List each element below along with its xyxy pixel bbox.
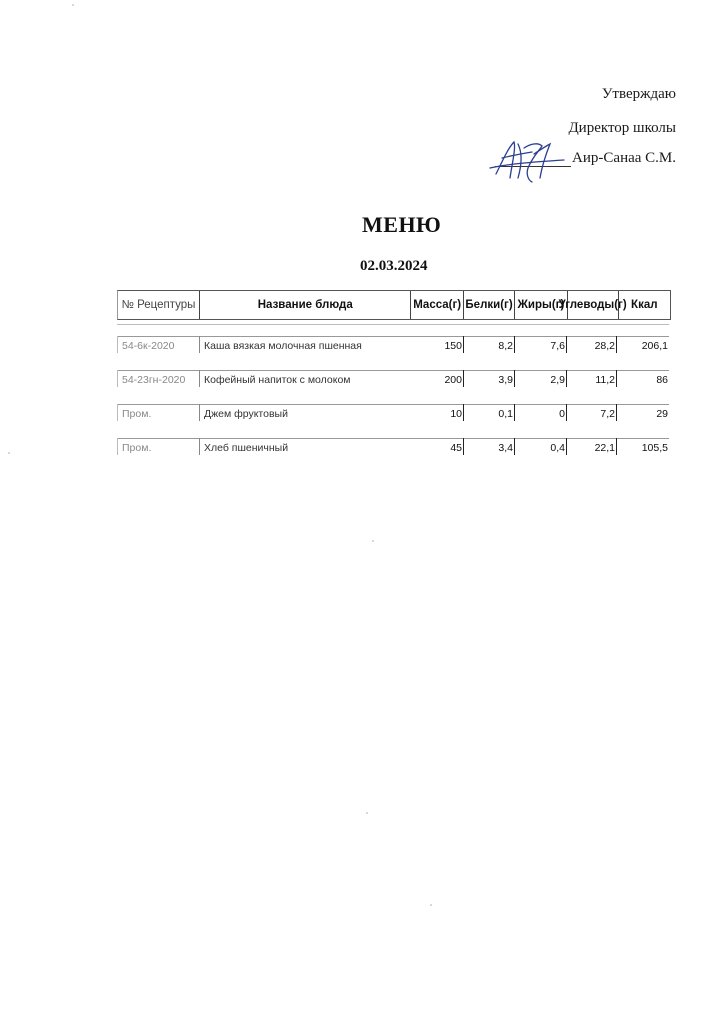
header-separator [117,324,669,325]
cell-kcal: 29 [656,408,668,420]
table-row [117,438,669,455]
cell-fat: 0,4 [515,438,567,455]
cell-protein: 3,9 [464,370,515,387]
cell-protein: 3,4 [464,438,515,455]
cell-dish-name: Джем фруктовый [199,404,412,421]
menu-date: 02.03.2024 [360,258,428,274]
cell-recipe-number: Пром. [117,404,199,421]
table-row [117,404,669,421]
table-row [117,336,669,353]
cell-mass: 45 [412,438,464,455]
cell-recipe-number: Пром. [117,438,199,455]
signature-icon [488,134,566,190]
cell-recipe-number: 54-6к-2020 [117,336,199,353]
cell-protein: 0,1 [464,404,515,421]
header-kcal: Ккал [631,299,658,311]
cell-mass: 200 [412,370,464,387]
approval-line-director: Директор школы [568,120,676,136]
header-fat: Жиры(г) [515,291,567,319]
table-row [117,370,669,387]
cell-dish-name: Каша вязкая молочная пшенная [199,336,412,353]
director-name: Аир-Санаа С.М. [572,150,676,166]
header-recipe-number: № Рецептуры [118,291,200,319]
header-dish-name: Название блюда [200,291,411,319]
cell-kcal: 206,1 [641,340,668,352]
page-title: МЕНЮ [362,212,442,237]
cell-dish-name: Хлеб пшеничный [199,438,412,455]
header-carbs: Углеводы(г) [568,291,619,319]
cell-recipe-number: 54-23гн-2020 [117,370,199,387]
header-protein: Белки(г) [464,291,515,319]
cell-mass: 10 [412,404,464,421]
cell-mass: 150 [412,336,464,353]
cell-fat: 7,6 [515,336,567,353]
cell-dish-name: Кофейный напиток с молоком [199,370,412,387]
cell-kcal: 86 [656,374,668,386]
cell-fat: 2,9 [515,370,567,387]
cell-kcal: 105,5 [641,442,668,454]
cell-carbs: 28,2 [567,336,617,353]
table-header [117,290,671,320]
cell-carbs: 11,2 [567,370,617,387]
approval-line-approve: Утверждаю [601,86,676,102]
cell-carbs: 22,1 [567,438,617,455]
cell-carbs: 7,2 [567,404,617,421]
cell-protein: 8,2 [464,336,515,353]
cell-fat: 0 [515,404,567,421]
header-mass: Масса(г) [411,291,463,319]
